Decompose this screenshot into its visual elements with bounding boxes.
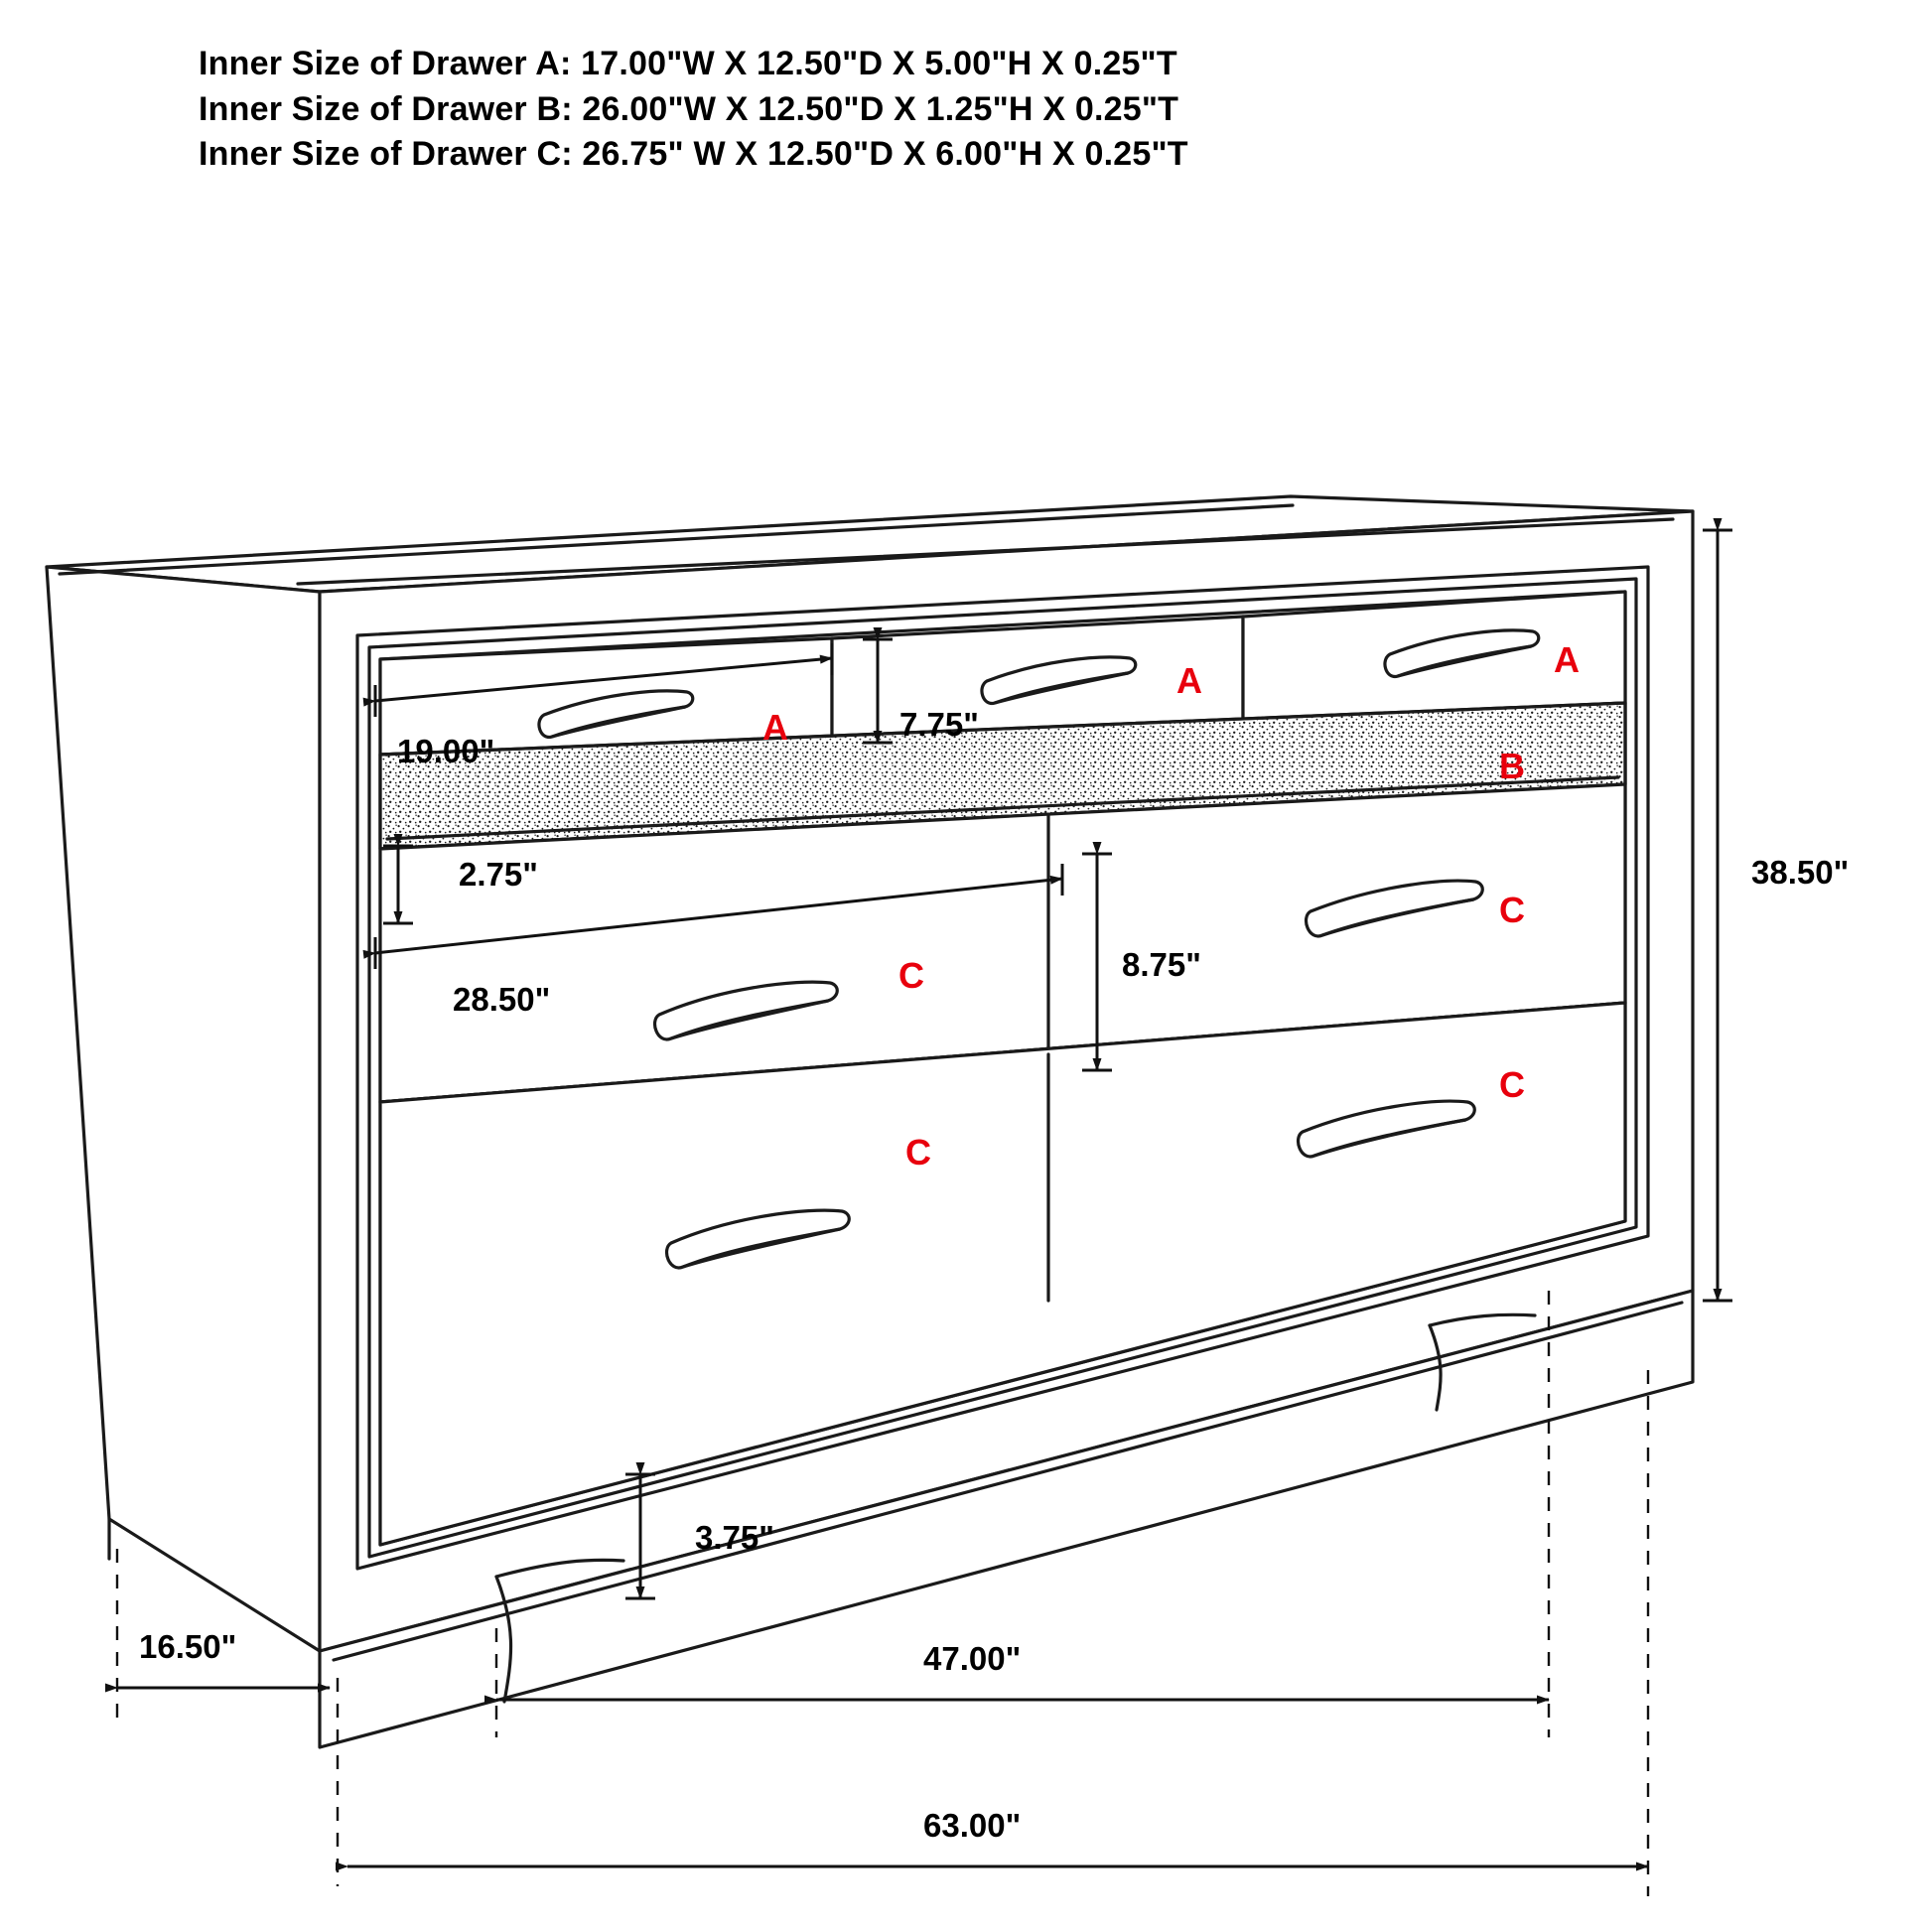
spec-line-drawer-b: Inner Size of Drawer B: 26.00"W X 12.50"D X 1.25"H X 0.25"T: [199, 89, 1179, 128]
drawer-tag-c-left-lower: C: [905, 1132, 931, 1173]
dim-label-leg-clearance: 3.75": [695, 1519, 774, 1556]
dim-label-drawer-a-height: 7.75": [899, 706, 979, 743]
drawer-tag-a-right: A: [1554, 639, 1580, 680]
drawer-tag-c-right-upper: C: [1499, 890, 1525, 930]
dim-label-drawer-c-height: 8.75": [1122, 946, 1201, 983]
dim-label-overall-width: 63.00": [923, 1807, 1022, 1844]
drawer-tag-b: B: [1499, 746, 1525, 786]
spec-line-drawer-c: Inner Size of Drawer C: 26.75" W X 12.50"D X 6.00"H X 0.25"T: [199, 135, 1188, 174]
drawer-tag-c-right-lower: C: [1499, 1064, 1525, 1105]
dim-label-overall-height: 38.50": [1751, 854, 1850, 891]
spec-line-drawer-a: Inner Size of Drawer A: 17.00"W X 12.50"D X 5.00"H X 0.25"T: [199, 45, 1177, 82]
drawer-tag-a-left: A: [762, 707, 788, 748]
dim-label-drawer-a-width: 19.00": [397, 733, 495, 769]
dim-label-base-width: 47.00": [923, 1640, 1022, 1677]
dim-label-overall-depth: 16.50": [139, 1628, 237, 1665]
dim-label-drawer-b-height: 2.75": [459, 856, 538, 893]
dim-label-drawer-c-width: 28.50": [453, 981, 551, 1018]
drawer-tag-c-left-upper: C: [898, 955, 924, 996]
drawer-tag-a-middle: A: [1176, 660, 1202, 701]
